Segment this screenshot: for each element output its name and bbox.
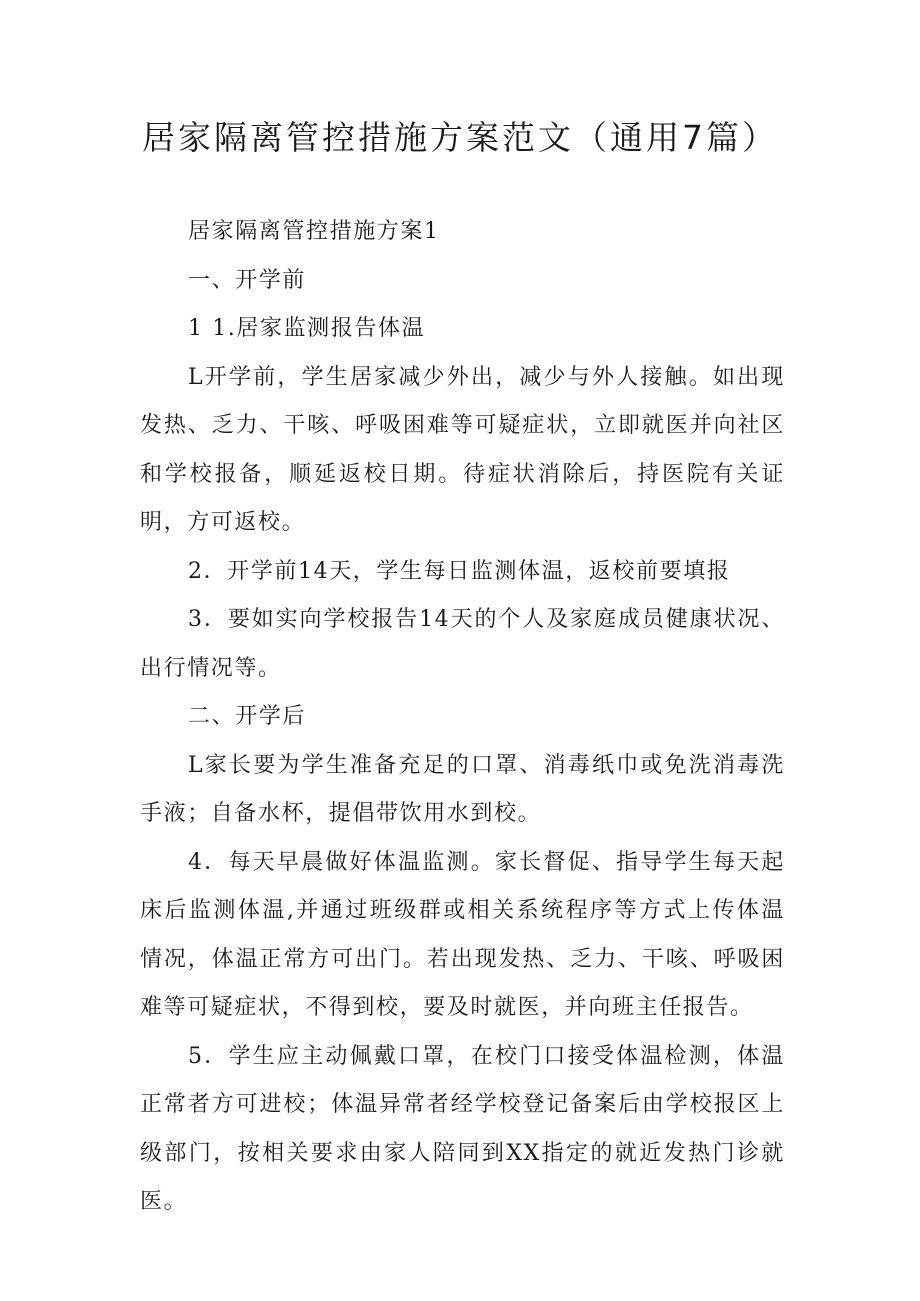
subsection-heading: 二、开学后 xyxy=(188,704,307,729)
body-paragraph: L家长要为学生准备充足的口罩、消毒纸巾或免洗消毒洗手液；自备水杯，提倡带饮用水到校。 xyxy=(140,752,785,826)
document-body xyxy=(140,208,785,1227)
subsection-heading: 一、开学前 xyxy=(188,267,307,293)
item-heading: 1 1.居家监测报告体温 xyxy=(188,316,426,341)
body-paragraph: L开学前，学生居家减少外出，减少与外人接触。如出现发热、乏力、干咳、呼吸困难等可疑症状，立即就医并向社区和学校报备，顺延返校日期。待症状消除后，持医院有关证明，方可返校。 xyxy=(140,364,785,535)
body-paragraph: 5．学生应主动佩戴口罩，在校门口接受体温检测，体温正常者方可进校；体温异常者经学校登记备案后由学校报区上级部门，按相关要求由家人陪同到XX指定的就近发热门诊就医。 xyxy=(140,1043,785,1214)
body-paragraph: 4．每天早晨做好体温监测。家长督促、指导学生每天起床后监测体温,并通过班级群或相关系统程序等方式上传体温情况，体温正常方可出门。若出现发热、乏力、干咳、呼吸困难等可疑症状，不得到校，要及时就医，并向班主任报告。 xyxy=(140,849,785,1020)
section-heading: 居家隔离管控措施方案1 xyxy=(188,219,440,244)
body-paragraph: 3．要如实向学校报告14天的个人及家庭成员健康状况、出行情况等。 xyxy=(140,607,785,681)
document-title: 居家隔离管控措施方案范文（通用7篇） xyxy=(142,118,778,157)
body-paragraph: 2．开学前14天，学生每日监测体温，返校前要填报 xyxy=(188,558,731,584)
